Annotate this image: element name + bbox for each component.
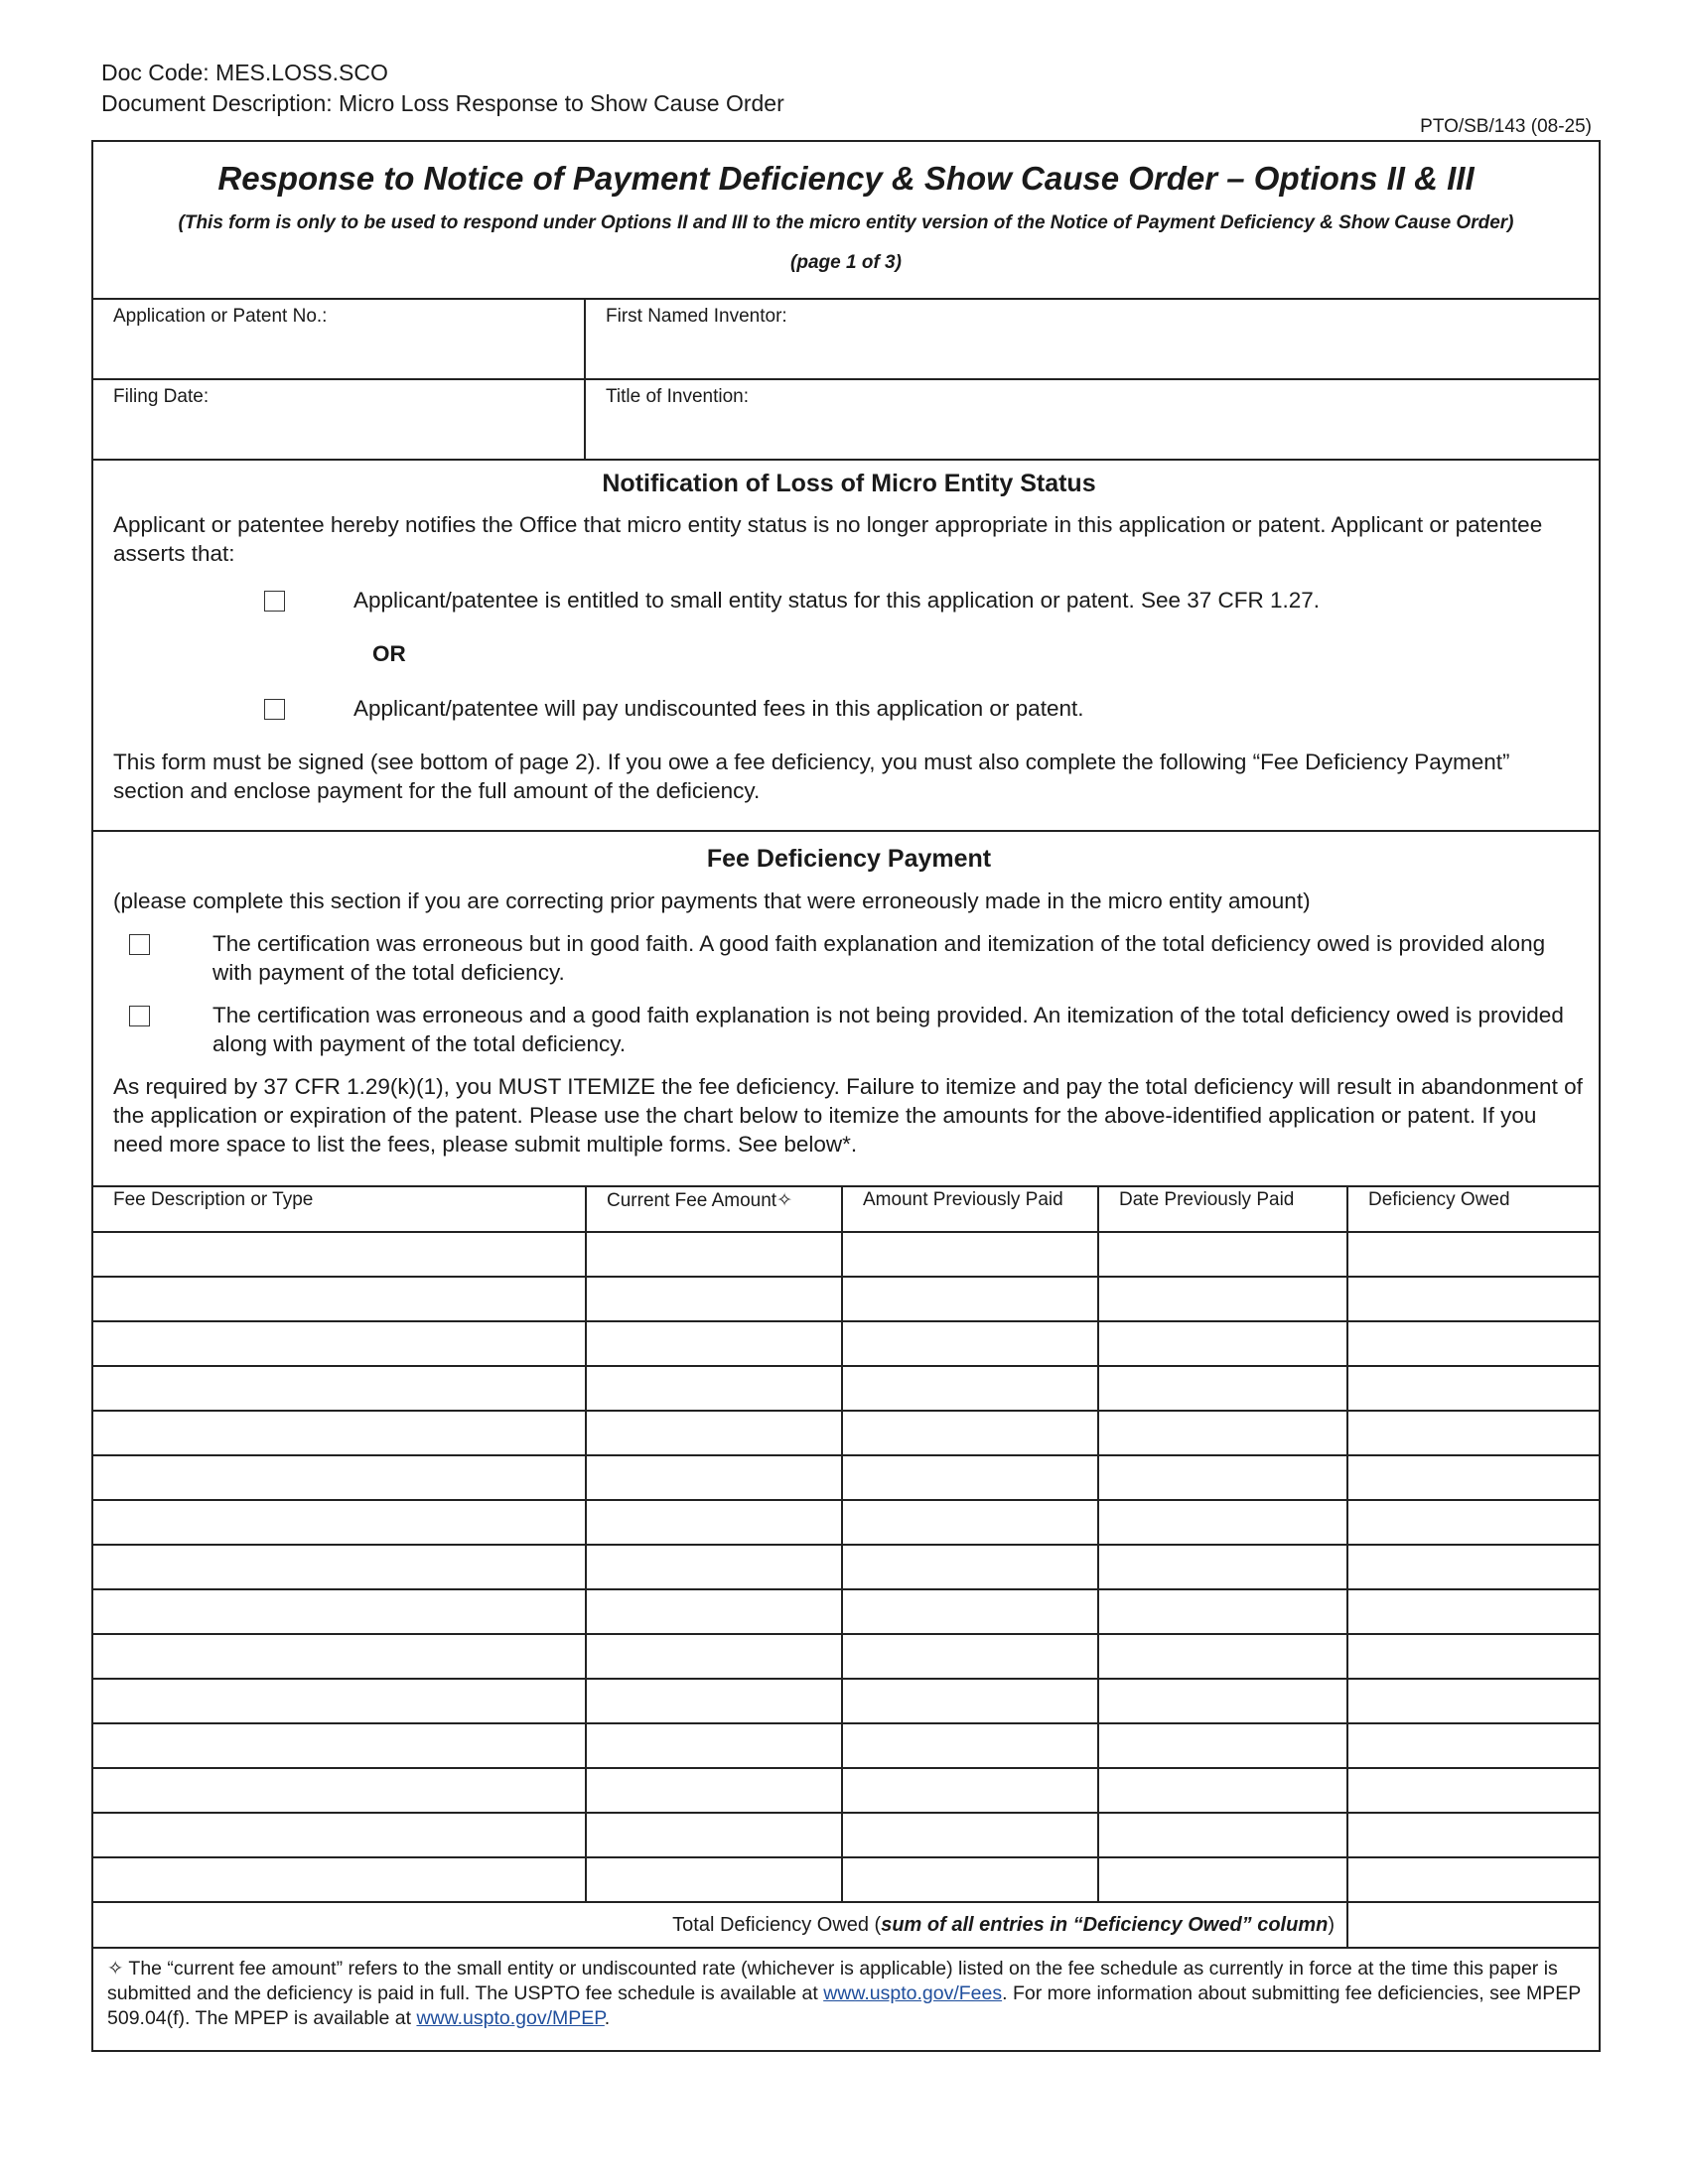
undiscounted-option-label: Applicant/patentee will pay undiscounted fees in this application or patent. xyxy=(353,696,1084,721)
no-explanation-option xyxy=(113,1001,1585,1058)
filing-date-label: Filing Date: xyxy=(113,386,210,407)
fee-description-cell[interactable] xyxy=(93,1321,586,1366)
amount-paid-cell[interactable] xyxy=(842,1768,1098,1813)
table-row xyxy=(93,1723,1599,1768)
doc-code: Doc Code: MES.LOSS.SCO xyxy=(101,60,388,85)
amount-paid-cell[interactable] xyxy=(842,1813,1098,1857)
amount-paid-cell[interactable] xyxy=(842,1723,1098,1768)
date-paid-cell[interactable] xyxy=(1098,1857,1347,1902)
amount-paid-cell[interactable] xyxy=(842,1679,1098,1723)
table-row xyxy=(93,1768,1599,1813)
mpep-link[interactable]: www.uspto.gov/MPEP xyxy=(416,2007,605,2029)
table-row xyxy=(93,1277,1599,1321)
amount-paid-cell[interactable] xyxy=(842,1232,1098,1277)
fee-description-cell[interactable] xyxy=(93,1679,586,1723)
current-fee-cell[interactable] xyxy=(586,1723,842,1768)
form-subtitle: (This form is only to be used to respond under Options II and III to the micro entity version of the Notice of Payment Deficiency & Show Cause Order) xyxy=(178,212,1514,233)
table-row xyxy=(93,1679,1599,1723)
info-row-1 xyxy=(93,298,1599,378)
first-inventor-label: First Named Inventor: xyxy=(606,306,787,327)
fee-description-cell[interactable] xyxy=(93,1545,586,1589)
title-of-invention-field[interactable] xyxy=(586,380,1599,459)
current-fee-cell[interactable] xyxy=(586,1411,842,1455)
fee-description-cell[interactable] xyxy=(93,1589,586,1634)
deficiency-owed-cell[interactable] xyxy=(1347,1679,1599,1723)
date-paid-cell[interactable] xyxy=(1098,1500,1347,1545)
table-row xyxy=(93,1634,1599,1679)
current-fee-cell[interactable] xyxy=(586,1634,842,1679)
current-fee-cell[interactable] xyxy=(586,1500,842,1545)
current-fee-cell[interactable] xyxy=(586,1232,842,1277)
total-row xyxy=(93,1902,1599,1947)
fee-description-cell[interactable] xyxy=(93,1768,586,1813)
total-deficiency-label: Total Deficiency Owed (sum of all entries in “Deficiency Owed” column) xyxy=(93,1902,1347,1947)
small-entity-option-label: Applicant/patentee is entitled to small entity status for this application or patent. See 37 CFR 1.27. xyxy=(353,588,1321,613)
deficiency-owed-cell[interactable] xyxy=(1347,1455,1599,1500)
deficiency-owed-cell[interactable] xyxy=(1347,1723,1599,1768)
title-block xyxy=(93,142,1599,298)
no-explanation-option-label: The certification was erroneous and a good faith explanation is not being provided. An itemization of the total deficiency owed is provided along with payment of the total deficiency. xyxy=(212,1003,1564,1056)
table-row xyxy=(93,1813,1599,1857)
fee-description-cell[interactable] xyxy=(93,1813,586,1857)
current-fee-cell[interactable] xyxy=(586,1545,842,1589)
date-paid-cell[interactable] xyxy=(1098,1813,1347,1857)
date-paid-cell[interactable] xyxy=(1098,1366,1347,1411)
fee-deficiency-instruction: (please complete this section if you are correcting prior payments that were erroneously made in the micro entity amount) xyxy=(113,888,1311,913)
deficiency-owed-cell[interactable] xyxy=(1347,1321,1599,1366)
fee-description-cell[interactable] xyxy=(93,1455,586,1500)
document-header xyxy=(101,58,784,119)
col-amount-paid: Amount Previously Paid xyxy=(842,1186,1098,1232)
current-fee-cell[interactable] xyxy=(586,1321,842,1366)
current-fee-cell[interactable] xyxy=(586,1768,842,1813)
itemize-note: As required by 37 CFR 1.29(k)(1), you MUST ITEMIZE the fee deficiency. Failure to itemize and pay the total deficiency will result in abandonment of the application or expiration of the patent. Please use the chart below to itemize the amounts for the above-identified application or patent. If you need more space to list the fees, please submit multiple forms. See below*. xyxy=(113,1074,1583,1157)
fee-description-cell[interactable] xyxy=(93,1411,586,1455)
table-row xyxy=(93,1589,1599,1634)
title-of-invention-label: Title of Invention: xyxy=(606,386,749,407)
date-paid-cell[interactable] xyxy=(1098,1723,1347,1768)
col-deficiency-owed: Deficiency Owed xyxy=(1347,1186,1599,1232)
current-fee-cell[interactable] xyxy=(586,1813,842,1857)
current-fee-cell[interactable] xyxy=(586,1679,842,1723)
application-no-field[interactable] xyxy=(93,300,586,378)
table-header-row xyxy=(93,1186,1599,1232)
notification-intro: Applicant or patentee hereby notifies the Office that micro entity status is no longer appropriate in this application or patent. Applicant or patentee asserts that: xyxy=(113,512,1543,566)
date-paid-cell[interactable] xyxy=(1098,1634,1347,1679)
form-title: Response to Notice of Payment Deficiency & Show Cause Order – Options II & III xyxy=(217,160,1475,197)
total-deficiency-cell[interactable] xyxy=(1347,1902,1599,1947)
good-faith-option xyxy=(113,929,1585,987)
amount-paid-cell[interactable] xyxy=(842,1321,1098,1366)
deficiency-owed-cell[interactable] xyxy=(1347,1634,1599,1679)
amount-paid-cell[interactable] xyxy=(842,1589,1098,1634)
footnote: ✧ The “current fee amount” refers to the small entity or undiscounted rate (whichever is applicable) listed on the fee schedule as currently in force at the time this paper is submitted and the deficiency is paid in full. The USPTO fee schedule is available at www.uspto.gov/Fees. For more information about submitting fee deficiencies, see MPEP 509.04(f). The MPEP is available at www.uspto.gov/MPEP. xyxy=(93,1947,1599,2050)
fee-deficiency-title: Fee Deficiency Payment xyxy=(706,845,992,873)
undiscounted-option xyxy=(113,694,1585,723)
info-row-2 xyxy=(93,378,1599,459)
fees-link[interactable]: www.uspto.gov/Fees xyxy=(823,1982,1003,2004)
deficiency-owed-cell[interactable] xyxy=(1347,1768,1599,1813)
amount-paid-cell[interactable] xyxy=(842,1857,1098,1902)
current-fee-cell[interactable] xyxy=(586,1366,842,1411)
table-row xyxy=(93,1366,1599,1411)
current-fee-cell[interactable] xyxy=(586,1455,842,1500)
no-explanation-checkbox[interactable] xyxy=(129,1006,150,1026)
table-row xyxy=(93,1232,1599,1277)
date-paid-cell[interactable] xyxy=(1098,1679,1347,1723)
fee-description-cell[interactable] xyxy=(93,1232,586,1277)
fee-description-cell[interactable] xyxy=(93,1500,586,1545)
amount-paid-cell[interactable] xyxy=(842,1366,1098,1411)
form-number: PTO/SB/143 (08-25) xyxy=(1420,116,1592,137)
deficiency-owed-cell[interactable] xyxy=(1347,1232,1599,1277)
deficiency-owed-cell[interactable] xyxy=(1347,1589,1599,1634)
date-paid-cell[interactable] xyxy=(1098,1455,1347,1500)
table-row xyxy=(93,1500,1599,1545)
current-fee-cell[interactable] xyxy=(586,1857,842,1902)
deficiency-owed-cell[interactable] xyxy=(1347,1545,1599,1589)
deficiency-owed-cell[interactable] xyxy=(1347,1411,1599,1455)
date-paid-cell[interactable] xyxy=(1098,1321,1347,1366)
fee-deficiency-section xyxy=(93,830,1599,1185)
table-row xyxy=(93,1455,1599,1500)
small-entity-option xyxy=(113,586,1585,614)
date-paid-cell[interactable] xyxy=(1098,1589,1347,1634)
form-frame xyxy=(91,140,1601,2052)
date-paid-cell[interactable] xyxy=(1098,1277,1347,1321)
small-entity-checkbox[interactable] xyxy=(264,591,285,612)
page-indicator: (page 1 of 3) xyxy=(790,252,902,273)
undiscounted-checkbox[interactable] xyxy=(264,699,285,720)
notification-section xyxy=(93,459,1599,830)
fee-rows xyxy=(93,1232,1599,1902)
fee-description-cell[interactable] xyxy=(93,1366,586,1411)
first-inventor-field[interactable] xyxy=(586,300,1599,378)
date-paid-cell[interactable] xyxy=(1098,1232,1347,1277)
date-paid-cell[interactable] xyxy=(1098,1411,1347,1455)
table-row xyxy=(93,1411,1599,1455)
date-paid-cell[interactable] xyxy=(1098,1768,1347,1813)
fee-itemization-table xyxy=(93,1185,1599,1947)
good-faith-checkbox[interactable] xyxy=(129,934,150,955)
application-no-label: Application or Patent No.: xyxy=(113,306,328,327)
amount-paid-cell[interactable] xyxy=(842,1455,1098,1500)
current-fee-cell[interactable] xyxy=(586,1277,842,1321)
amount-paid-cell[interactable] xyxy=(842,1411,1098,1455)
fee-description-cell[interactable] xyxy=(93,1277,586,1321)
amount-paid-cell[interactable] xyxy=(842,1500,1098,1545)
col-fee-description: Fee Description or Type xyxy=(93,1186,586,1232)
fee-description-cell[interactable] xyxy=(93,1857,586,1902)
deficiency-owed-cell[interactable] xyxy=(1347,1366,1599,1411)
or-separator: OR xyxy=(372,641,406,666)
col-current-fee: Current Fee Amount✧ xyxy=(586,1186,842,1232)
amount-paid-cell[interactable] xyxy=(842,1277,1098,1321)
deficiency-owed-cell[interactable] xyxy=(1347,1857,1599,1902)
deficiency-owed-cell[interactable] xyxy=(1347,1277,1599,1321)
notification-title: Notification of Loss of Micro Entity Status xyxy=(602,470,1096,497)
fee-description-cell[interactable] xyxy=(93,1723,586,1768)
date-paid-cell[interactable] xyxy=(1098,1545,1347,1589)
amount-paid-cell[interactable] xyxy=(842,1545,1098,1589)
notification-closing: This form must be signed (see bottom of page 2). If you owe a fee deficiency, you must also complete the following “Fee Deficiency Payment” section and enclose payment for the full amount of the deficiency. xyxy=(113,750,1510,803)
table-row xyxy=(93,1857,1599,1902)
amount-paid-cell[interactable] xyxy=(842,1634,1098,1679)
current-fee-cell[interactable] xyxy=(586,1589,842,1634)
deficiency-owed-cell[interactable] xyxy=(1347,1813,1599,1857)
table-row xyxy=(93,1545,1599,1589)
fee-description-cell[interactable] xyxy=(93,1634,586,1679)
filing-date-field[interactable] xyxy=(93,380,586,459)
good-faith-option-label: The certification was erroneous but in good faith. A good faith explanation and itemization of the total deficiency owed is provided along with payment of the total deficiency. xyxy=(212,931,1546,985)
table-row xyxy=(93,1321,1599,1366)
deficiency-owed-cell[interactable] xyxy=(1347,1500,1599,1545)
doc-description: Document Description: Micro Loss Response to Show Cause Order xyxy=(101,90,784,116)
col-date-paid: Date Previously Paid xyxy=(1098,1186,1347,1232)
